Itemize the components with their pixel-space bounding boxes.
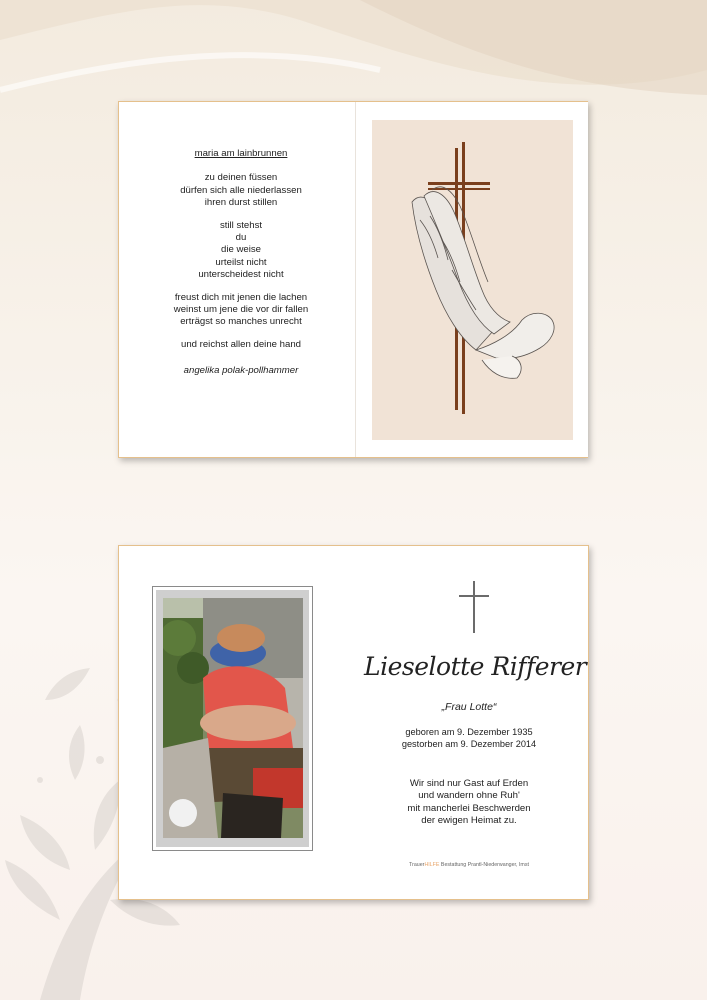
poem-stanza [127, 339, 355, 351]
praying-hands-illustration [372, 120, 573, 440]
praying-hands-panel [372, 120, 573, 440]
poem-line: zu deinen füssen [204, 172, 278, 184]
deceased-name: Lieselotte Rifferer [364, 652, 587, 681]
poem-line: die weise [221, 244, 261, 256]
poem-line: urteilst nicht [215, 256, 267, 268]
poem-line: freust dich mit jenen die lachen [174, 291, 308, 303]
birth-date: geboren am 9. Dezember 1935 [405, 727, 533, 737]
prayer-card-front [118, 545, 589, 900]
portrait-image [163, 598, 303, 838]
praying-hands-icon [412, 187, 554, 378]
poem-line: ihren durst stillen [204, 197, 278, 209]
verse-line: mit mancherlei Beschwerden [407, 802, 531, 814]
funeral-home-credit [364, 862, 574, 868]
death-date: gestorben am 9. Dezember 2014 [401, 738, 537, 749]
poem-line: dürfen sich alle niederlassen [180, 184, 302, 196]
poem-stanza [127, 220, 355, 282]
portrait-frame [152, 586, 313, 851]
poem-line: erträgst so manches unrecht [180, 316, 302, 328]
memorial-verse [364, 778, 574, 828]
prayer-card-inside [118, 101, 588, 458]
poem-title: maria am lainbrunnen [194, 148, 288, 159]
verse-line: Wir sind nur Gast auf Erden [409, 778, 529, 789]
credit-prefix: Trauer [409, 862, 425, 868]
poem-line: unterscheidest nicht [198, 269, 284, 281]
poem-stanza [127, 172, 355, 209]
poem-line: weinst um jene die vor dir fallen [173, 304, 309, 316]
life-dates [364, 727, 574, 750]
card-fold [355, 102, 356, 457]
poem-author: angelika polak-pollhammer [183, 365, 299, 377]
verse-line: der ewigen Heimat zu. [421, 815, 517, 827]
poem [127, 148, 355, 378]
poem-line: still stehst [219, 219, 263, 231]
verse-line: und wandern ohne Ruh' [418, 790, 520, 802]
deceased-nickname: „Frau Lotte“ [441, 701, 497, 713]
poem-stanza [127, 292, 355, 329]
credit-suffix: Bestattung Prantl-Niederwanger, Imst [439, 862, 529, 868]
portrait-photo [163, 598, 303, 838]
poem-line: und reichst allen deine hand [180, 338, 301, 350]
photo-mat [156, 590, 309, 847]
poem-line: du [235, 232, 247, 244]
cross-icon [459, 581, 489, 633]
credit-accent: HILFE [424, 862, 440, 868]
